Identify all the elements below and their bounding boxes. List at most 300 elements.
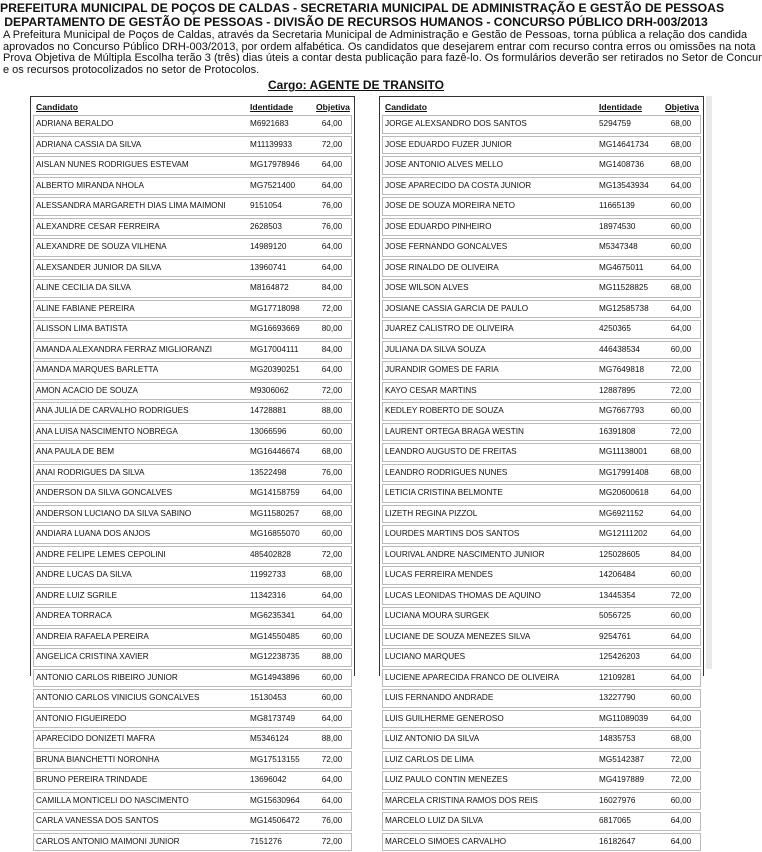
objective-score: 64,00	[666, 176, 696, 197]
table-row	[31, 483, 354, 504]
candidate-id: MG16855070	[250, 524, 312, 545]
candidate-id: 11342316	[250, 586, 312, 607]
objective-score: 64,00	[317, 258, 347, 279]
candidate-id: MG6921152	[599, 504, 661, 525]
candidate-name: ANDRE FELIPE LEMES CEPOLINI	[36, 545, 246, 566]
candidate-id: 5056725	[599, 606, 661, 627]
candidate-id: MG15630964	[250, 791, 312, 812]
candidate-name: JOSE DE SOUZA MOREIRA NETO	[385, 196, 595, 217]
candidate-name: LEANDRO AUGUSTO DE FREITAS	[385, 442, 595, 463]
table-row	[380, 319, 703, 340]
candidate-name: CAMILLA MONTICELI DO NASCIMENTO	[36, 791, 246, 812]
candidate-name: ADRIANA BERALDO	[36, 114, 246, 135]
candidate-id: M6921683	[250, 114, 312, 135]
table-row	[31, 278, 354, 299]
candidate-name: ANDERSON LUCIANO DA SILVA SABINO	[36, 504, 246, 525]
objective-score: 76,00	[317, 196, 347, 217]
candidate-id: MG11528825	[599, 278, 661, 299]
candidate-name: LOURDES MARTINS DOS SANTOS	[385, 524, 595, 545]
table-row	[380, 606, 703, 627]
table-row	[31, 217, 354, 238]
candidate-name: ANDERSON DA SILVA GONCALVES	[36, 483, 246, 504]
candidate-name: ANGELICA CRISTINA XAVIER	[36, 647, 246, 668]
candidate-name: AISLAN NUNES RODRIGUES ESTEVAM	[36, 155, 246, 176]
table-row	[31, 360, 354, 381]
table-row	[31, 770, 354, 791]
intro-paragraph	[3, 30, 712, 76]
objective-score: 72,00	[666, 422, 696, 443]
candidate-name: LAURENT ORTEGA BRAGA WESTIN	[385, 422, 595, 443]
objective-score: 64,00	[317, 770, 347, 791]
candidate-id: 13227790	[599, 688, 661, 709]
candidate-name: MARCELA CRISTINA RAMOS DOS REIS	[385, 791, 595, 812]
candidate-name: MARCELO SIMOES CARVALHO	[385, 832, 595, 852]
table-row	[31, 237, 354, 258]
objective-score: 60,00	[666, 791, 696, 812]
candidate-id: 2628503	[250, 217, 312, 238]
candidate-id: MG12585738	[599, 299, 661, 320]
candidate-name: AMANDA ALEXANDRA FERRAZ MIGLIORANZI	[36, 340, 246, 361]
objective-score: 68,00	[317, 565, 347, 586]
candidate-id: MG8173749	[250, 709, 312, 730]
candidate-name: LUCIANE DE SOUZA MENEZES SILVA	[385, 627, 595, 648]
candidate-name: LETICIA CRISTINA BELMONTE	[385, 483, 595, 504]
table-row	[380, 545, 703, 566]
table-row	[380, 114, 703, 135]
table-row	[31, 688, 354, 709]
candidate-id: 14206484	[599, 565, 661, 586]
table-row	[380, 422, 703, 443]
objective-score: 60,00	[666, 606, 696, 627]
candidate-name: LUIZ ANTONIO DA SILVA	[385, 729, 595, 750]
candidate-name: JUAREZ CALISTRO DE OLIVEIRA	[385, 319, 595, 340]
table-row	[380, 135, 703, 156]
candidate-name: ALEXSANDER JUNIOR DA SILVA	[36, 258, 246, 279]
objective-score: 64,00	[666, 319, 696, 340]
candidate-name: LUIS FERNANDO ANDRADE	[385, 688, 595, 709]
table-row	[380, 237, 703, 258]
objective-score: 76,00	[317, 217, 347, 238]
candidate-name: LUIS GUILHERME GENEROSO	[385, 709, 595, 730]
table-row	[380, 770, 703, 791]
candidate-id: 125426203	[599, 647, 661, 668]
candidate-name: LUCAS FERREIRA MENDES	[385, 565, 595, 586]
candidate-id: 5294759	[599, 114, 661, 135]
candidate-name: JULIANA DA SILVA SOUZA	[385, 340, 595, 361]
objective-score: 68,00	[317, 442, 347, 463]
objective-score: 60,00	[666, 401, 696, 422]
table-row	[31, 196, 354, 217]
candidate-name: JOSE RINALDO DE OLIVEIRA	[385, 258, 595, 279]
table-row	[380, 299, 703, 320]
candidate-id: MG17004111	[250, 340, 312, 361]
candidate-name: JURANDIR GOMES DE FARIA	[385, 360, 595, 381]
objective-score: 88,00	[317, 647, 347, 668]
objective-score: 68,00	[666, 463, 696, 484]
candidate-id: 13445354	[599, 586, 661, 607]
objective-score: 64,00	[317, 483, 347, 504]
candidate-name: ALEXANDRE DE SOUZA VILHENA	[36, 237, 246, 258]
candidate-name: ANA LUISA NASCIMENTO NOBREGA	[36, 422, 246, 443]
objective-score: 64,00	[317, 237, 347, 258]
candidate-id: 9151054	[250, 196, 312, 217]
intro-line: aprovados no Concurso Público DRH-003/2013, por ordem alfabética. Os candidatos que desejarem entrar com recurso contra erros ou omissões na nota	[3, 42, 712, 54]
candidate-name: JOSE FERNANDO GONCALVES	[385, 237, 595, 258]
table-row	[380, 524, 703, 545]
table-row	[31, 401, 354, 422]
candidate-id: M11139933	[250, 135, 312, 156]
candidate-id: 13522498	[250, 463, 312, 484]
table-row	[31, 258, 354, 279]
candidate-name: ALINE FABIANE PEREIRA	[36, 299, 246, 320]
objective-score: 64,00	[666, 524, 696, 545]
candidate-id: MG4675011	[599, 258, 661, 279]
table-row	[31, 565, 354, 586]
table-row	[380, 729, 703, 750]
column-header-objetiva: Objetiva	[665, 102, 699, 112]
candidate-id: 12109281	[599, 668, 661, 689]
objective-score: 64,00	[317, 606, 347, 627]
candidate-id: MG4197889	[599, 770, 661, 791]
candidate-name: MARCELO LUIZ DA SILVA	[385, 811, 595, 832]
candidate-name: ALINE CECILIA DA SILVA	[36, 278, 246, 299]
table-row	[31, 606, 354, 627]
objective-score: 68,00	[317, 504, 347, 525]
table-row	[380, 791, 703, 812]
candidate-name: ALISSON LIMA BATISTA	[36, 319, 246, 340]
candidate-name: JOSE ANTONIO ALVES MELLO	[385, 155, 595, 176]
objective-score: 60,00	[317, 668, 347, 689]
candidate-name: BRUNO PEREIRA TRINDADE	[36, 770, 246, 791]
table-row	[31, 811, 354, 832]
objective-score: 72,00	[666, 381, 696, 402]
objective-score: 72,00	[317, 750, 347, 771]
candidate-name: LUCIENE APARECIDA FRANCO DE OLIVEIRA	[385, 668, 595, 689]
objective-score: 72,00	[317, 381, 347, 402]
candidate-id: 6817065	[599, 811, 661, 832]
objective-score: 60,00	[666, 565, 696, 586]
candidate-name: ALBERTO MIRANDA NHOLA	[36, 176, 246, 197]
candidate-name: ALEXANDRE CESAR FERREIRA	[36, 217, 246, 238]
table-row	[31, 545, 354, 566]
candidate-id: 13066596	[250, 422, 312, 443]
table-row	[31, 155, 354, 176]
objective-score: 64,00	[317, 176, 347, 197]
table-row	[31, 422, 354, 443]
objective-score: 84,00	[317, 340, 347, 361]
table-row	[380, 504, 703, 525]
table-row	[380, 278, 703, 299]
table-row	[31, 627, 354, 648]
candidate-id: 7151276	[250, 832, 312, 852]
candidate-id: MG7667793	[599, 401, 661, 422]
candidate-name: LEANDRO RODRIGUES NUNES	[385, 463, 595, 484]
candidate-id: MG6235341	[250, 606, 312, 627]
objective-score: 72,00	[317, 545, 347, 566]
table-row	[31, 319, 354, 340]
candidate-id: MG14641734	[599, 135, 661, 156]
candidate-name: APARECIDO DONIZETI MAFRA	[36, 729, 246, 750]
objective-score: 60,00	[666, 688, 696, 709]
candidate-name: ANDIARA LUANA DOS ANJOS	[36, 524, 246, 545]
candidate-id: 446438534	[599, 340, 661, 361]
column-header-identidade: Identidade	[599, 102, 642, 112]
objective-score: 64,00	[317, 791, 347, 812]
objective-score: 84,00	[666, 545, 696, 566]
candidate-id: 14835753	[599, 729, 661, 750]
candidate-id: MG14550485	[250, 627, 312, 648]
table-row	[31, 340, 354, 361]
objective-score: 64,00	[666, 811, 696, 832]
table-row	[380, 565, 703, 586]
candidate-name: KAYO CESAR MARTINS	[385, 381, 595, 402]
objective-score: 72,00	[666, 360, 696, 381]
objective-score: 64,00	[317, 586, 347, 607]
candidate-id: MG7521400	[250, 176, 312, 197]
candidate-id: M8164872	[250, 278, 312, 299]
candidate-id: 16027976	[599, 791, 661, 812]
table-row	[380, 709, 703, 730]
table-row	[380, 586, 703, 607]
table-row	[380, 340, 703, 361]
objective-score: 68,00	[666, 729, 696, 750]
candidate-id: MG20600618	[599, 483, 661, 504]
candidate-name: JORGE ALEXSANDRO DOS SANTOS	[385, 114, 595, 135]
candidate-name: LIZETH REGINA PIZZOL	[385, 504, 595, 525]
candidate-name: LUCIANA MOURA SURGEK	[385, 606, 595, 627]
table-row	[31, 832, 354, 852]
table-row	[380, 463, 703, 484]
objective-score: 72,00	[666, 750, 696, 771]
table-row	[380, 155, 703, 176]
candidate-id: MG13543934	[599, 176, 661, 197]
objective-score: 88,00	[317, 401, 347, 422]
table-row	[380, 176, 703, 197]
objective-score: 72,00	[666, 586, 696, 607]
objective-score: 76,00	[317, 463, 347, 484]
candidate-id: MG17991408	[599, 463, 661, 484]
objective-score: 64,00	[666, 647, 696, 668]
candidate-id: 18974530	[599, 217, 661, 238]
table-row	[380, 483, 703, 504]
table-row	[31, 791, 354, 812]
candidate-id: MG16446674	[250, 442, 312, 463]
candidate-name: KEDLEY ROBERTO DE SOUZA	[385, 401, 595, 422]
table-row	[380, 442, 703, 463]
candidate-id: 16391808	[599, 422, 661, 443]
objective-score: 60,00	[666, 196, 696, 217]
vertical-scrollbar[interactable]	[706, 96, 712, 669]
intro-line: Prova Objetiva de Múltipla Escolha terão 3 (três) dias úteis a contar desta publicação para fazê-lo. Os formulários deverão ser retirados no Setor de Concur	[3, 53, 712, 65]
table-row	[31, 524, 354, 545]
candidate-id: 14989120	[250, 237, 312, 258]
table-row	[31, 647, 354, 668]
table-row	[31, 114, 354, 135]
objective-score: 68,00	[666, 155, 696, 176]
column-header-candidato: Candidato	[385, 102, 427, 112]
table-row	[380, 811, 703, 832]
table-row	[31, 709, 354, 730]
objective-score: 72,00	[317, 135, 347, 156]
candidate-id: 11665139	[599, 196, 661, 217]
candidate-id: M5346124	[250, 729, 312, 750]
candidate-name: CARLOS ANTONIO MAIMONI JUNIOR	[36, 832, 246, 852]
column-header-candidato: Candidato	[36, 102, 78, 112]
candidate-id: MG11089039	[599, 709, 661, 730]
table-row	[380, 688, 703, 709]
candidate-id: MG7649818	[599, 360, 661, 381]
candidate-name: ALESSANDRA MARGARETH DIAS LIMA MAIMONI	[36, 196, 246, 217]
candidate-name: AMON ACACIO DE SOUZA	[36, 381, 246, 402]
candidate-name: JOSE APARECIDO DA COSTA JUNIOR	[385, 176, 595, 197]
candidate-name: ANDREA TORRACA	[36, 606, 246, 627]
candidate-id: 12887895	[599, 381, 661, 402]
candidate-name: LOURIVAL ANDRE NASCIMENTO JUNIOR	[385, 545, 595, 566]
table-row	[31, 750, 354, 771]
objective-score: 64,00	[666, 483, 696, 504]
candidate-id: 13960741	[250, 258, 312, 279]
objective-score: 72,00	[666, 770, 696, 791]
candidate-id: 14728881	[250, 401, 312, 422]
candidate-id: MG14506472	[250, 811, 312, 832]
candidate-name: LUIZ PAULO CONTIN MENEZES	[385, 770, 595, 791]
objective-score: 60,00	[317, 422, 347, 443]
table-row	[380, 750, 703, 771]
objective-score: 68,00	[666, 442, 696, 463]
candidate-name: AMANDA MARQUES BARLETTA	[36, 360, 246, 381]
table-row	[31, 586, 354, 607]
candidate-name: ANDREIA RAFAELA PEREIRA	[36, 627, 246, 648]
candidate-name: ANA JULIA DE CARVALHO RODRIGUES	[36, 401, 246, 422]
objective-score: 64,00	[666, 709, 696, 730]
candidate-id: MG5142387	[599, 750, 661, 771]
candidate-name: CARLA VANESSA DOS SANTOS	[36, 811, 246, 832]
objective-score: 64,00	[317, 155, 347, 176]
objective-score: 64,00	[666, 258, 696, 279]
objective-score: 68,00	[666, 278, 696, 299]
table-row	[380, 360, 703, 381]
column-header-identidade: Identidade	[250, 102, 293, 112]
candidate-name: JOSE WILSON ALVES	[385, 278, 595, 299]
table-row	[380, 832, 703, 852]
candidate-name: JOSE EDUARDO PINHEIRO	[385, 217, 595, 238]
table-row	[380, 381, 703, 402]
objective-score: 76,00	[317, 811, 347, 832]
objective-score: 84,00	[317, 278, 347, 299]
candidate-id: 485402828	[250, 545, 312, 566]
objective-score: 64,00	[666, 668, 696, 689]
candidate-name: BRUNA BIANCHETTI NORONHA	[36, 750, 246, 771]
table-row	[31, 504, 354, 525]
objective-score: 60,00	[317, 688, 347, 709]
candidate-id: 9254761	[599, 627, 661, 648]
table-row	[31, 381, 354, 402]
candidate-id: MG14158759	[250, 483, 312, 504]
table-row	[380, 258, 703, 279]
candidate-name: ANDRE LUIZ SGRILE	[36, 586, 246, 607]
candidate-name: ANTONIO CARLOS VINICIUS GONCALVES	[36, 688, 246, 709]
table-row	[380, 401, 703, 422]
table-row	[31, 176, 354, 197]
candidate-id: MG17513155	[250, 750, 312, 771]
candidate-id: MG12238735	[250, 647, 312, 668]
objective-score: 64,00	[317, 360, 347, 381]
table-row	[31, 442, 354, 463]
objective-score: 64,00	[317, 114, 347, 135]
objective-score: 60,00	[666, 217, 696, 238]
table-row	[380, 627, 703, 648]
candidate-name: LUCAS LEONIDAS THOMAS DE AQUINO	[385, 586, 595, 607]
objective-score: 68,00	[666, 114, 696, 135]
header-line-2: DEPARTAMENTO DE GESTÃO DE PESSOAS - DIVISÃO DE RECURSOS HUMANOS - CONCURSO PÚBLICO DRH-003/2013	[0, 15, 712, 29]
intro-line: e os recursos protocolizados no setor de Protocolos.	[3, 65, 712, 77]
candidate-name: ANTONIO CARLOS RIBEIRO JUNIOR	[36, 668, 246, 689]
objective-score: 64,00	[666, 504, 696, 525]
candidate-id: 16182647	[599, 832, 661, 852]
candidate-id: 15130453	[250, 688, 312, 709]
candidate-id: MG1408736	[599, 155, 661, 176]
table-row	[380, 668, 703, 689]
candidate-id: M9306062	[250, 381, 312, 402]
candidate-id: 11992733	[250, 565, 312, 586]
left-results-table	[30, 96, 355, 676]
objective-score: 60,00	[666, 237, 696, 258]
objective-score: 64,00	[666, 299, 696, 320]
objective-score: 60,00	[666, 340, 696, 361]
candidate-id: 4250365	[599, 319, 661, 340]
objective-score: 60,00	[317, 627, 347, 648]
candidate-name: ANTONIO FIGUEIREDO	[36, 709, 246, 730]
table-row	[380, 647, 703, 668]
objective-score: 72,00	[317, 832, 347, 852]
cargo-title: Cargo: AGENTE DE TRANSITO	[0, 78, 712, 92]
candidate-id: MG12111202	[599, 524, 661, 545]
objective-score: 64,00	[666, 627, 696, 648]
objective-score: 60,00	[317, 524, 347, 545]
objective-score: 72,00	[317, 299, 347, 320]
candidate-id: MG17718098	[250, 299, 312, 320]
table-row	[380, 196, 703, 217]
candidate-name: JOSIANE CASSIA GARCIA DE PAULO	[385, 299, 595, 320]
table-row	[31, 729, 354, 750]
candidate-id: 13696042	[250, 770, 312, 791]
candidate-id: MG11580257	[250, 504, 312, 525]
candidate-id: MG11138001	[599, 442, 661, 463]
candidate-name: LUCIANO MARQUES	[385, 647, 595, 668]
table-row	[31, 463, 354, 484]
candidate-id: MG16693669	[250, 319, 312, 340]
right-results-table	[379, 96, 704, 676]
candidate-id: MG17978946	[250, 155, 312, 176]
candidate-id: MG14943896	[250, 668, 312, 689]
candidate-name: ANA PAULA DE BEM	[36, 442, 246, 463]
objective-score: 80,00	[317, 319, 347, 340]
intro-line: A Prefeitura Municipal de Poços de Caldas, através da Secretaria Municipal de Administração e Gestão de Pessoas, torna pública a relação dos candida	[3, 30, 712, 42]
candidate-id: M5347348	[599, 237, 661, 258]
candidate-name: ANAI RODRIGUES DA SILVA	[36, 463, 246, 484]
table-row	[31, 668, 354, 689]
table-row	[31, 135, 354, 156]
column-header-objetiva: Objetiva	[316, 102, 350, 112]
candidate-name: ADRIANA CASSIA DA SILVA	[36, 135, 246, 156]
objective-score: 68,00	[666, 135, 696, 156]
candidate-name: JOSE EDUARDO FUZER JUNIOR	[385, 135, 595, 156]
table-row	[31, 299, 354, 320]
table-row	[380, 217, 703, 238]
objective-score: 64,00	[666, 832, 696, 852]
candidate-id: 125028605	[599, 545, 661, 566]
candidate-id: MG20390251	[250, 360, 312, 381]
